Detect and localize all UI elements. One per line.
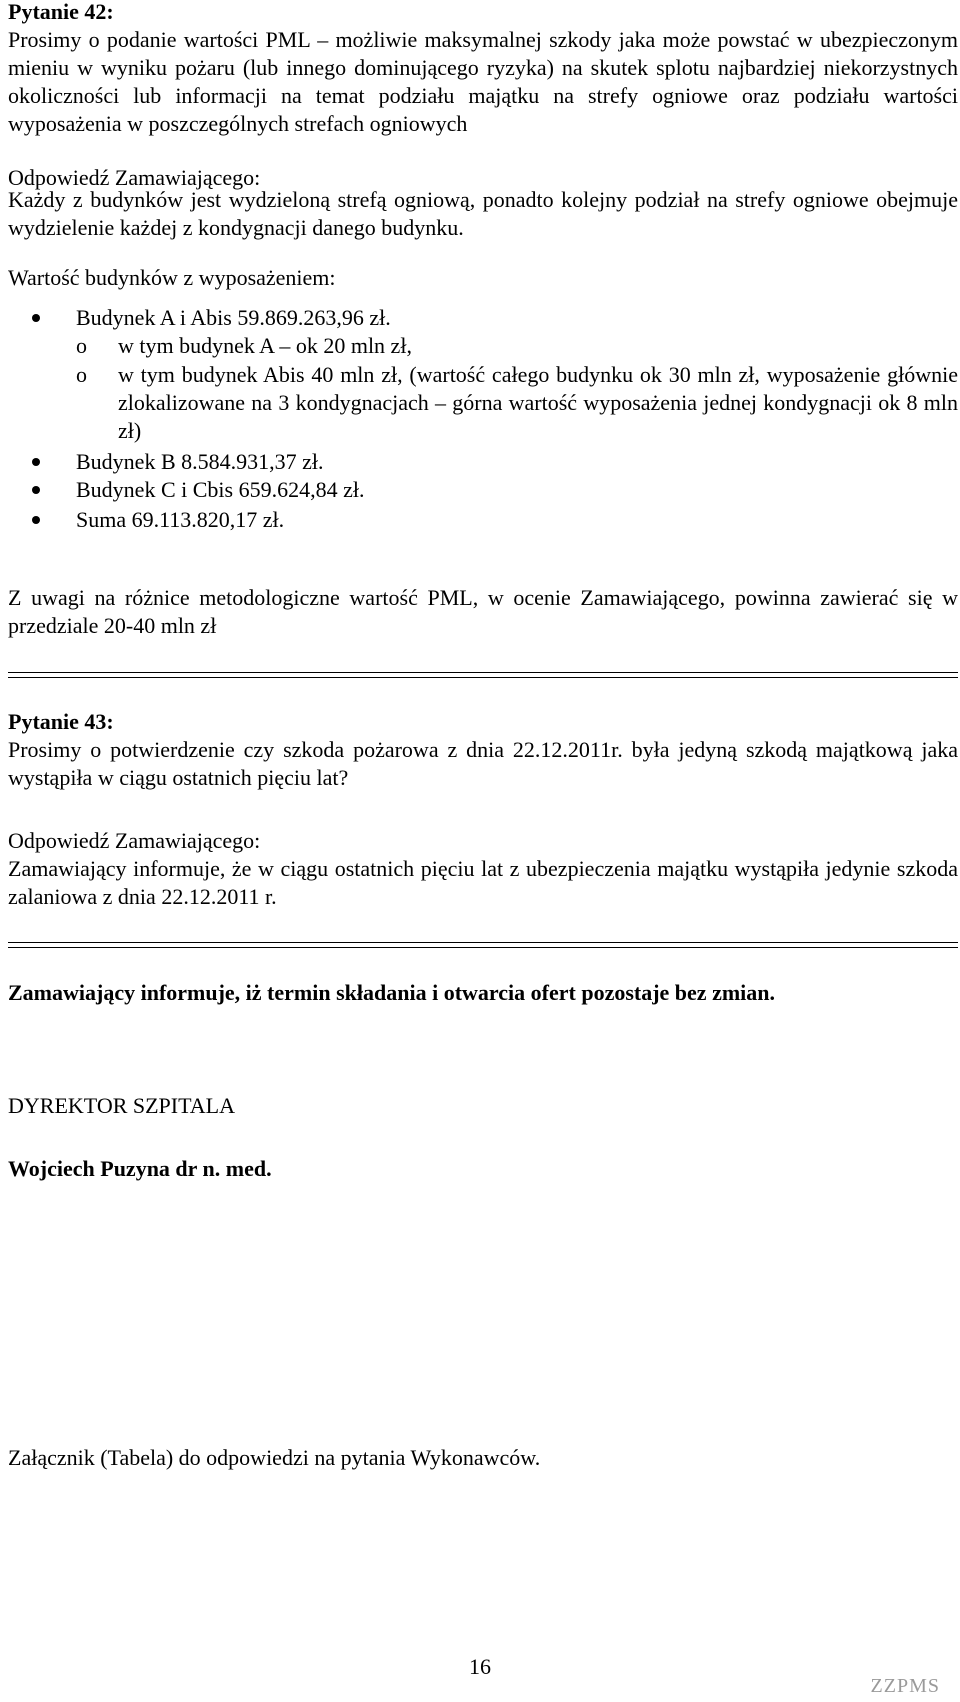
watermark-text: ZZPMS [870,1675,940,1697]
values-list-intro: Wartość budynków z wyposażeniem: [8,265,336,290]
q42-conclusion: Z uwagi na różnice metodologiczne wartość PML, w ocenie Zamawiającego, powinna zawierać się w przedziale 20-40 mln zł [8,585,958,638]
q43-heading: Pytanie 43: [8,709,114,734]
q43-answer: Zamawiający informuje, że w ciągu ostatnich pięciu lat z ubezpieczenia majątku wystąpiła jedynie szkoda zalaniowa z dnia 22.12.2011 r. [8,856,958,909]
page-number: 16 [469,1654,491,1679]
bullet-icon [32,486,40,494]
q43-question: Prosimy o potwierdzenie czy szkoda pożarowa z dnia 22.12.2011r. była jedyną szkodą majątkową jaka wystąpiła w ciągu ostatnich pięciu lat? [8,737,958,790]
notice-text: Zamawiający informuje, iż termin składania i otwarcia ofert pozostaje bez zmian. [8,980,776,1005]
bullet-icon [32,458,40,466]
q42-answer: Każdy z budynków jest wydzieloną strefą ogniową, ponadto kolejny podział na strefy ogniowe obejmuje wydzielenie każdej z kondygnacji danego budynku. [8,187,958,240]
sub-list-item-text: w tym budynek A – ok 20 mln zł, [118,333,412,358]
q42-heading: Pytanie 42: [8,0,114,24]
circle-bullet-icon: o [76,362,87,387]
list-item-text: Budynek A i Abis 59.869.263,96 zł. [76,305,391,330]
circle-bullet-icon: o [76,333,87,358]
sub-list-item-text: w tym budynek Abis 40 mln zł, (wartość całego budynku ok 30 mln zł, wyposażenie głównie zlokalizowane na 3 kondygnacjach – górna wartość wyposażenia jednej kondygnacji ok 8 mln zł) [118,362,958,443]
signature-name: Wojciech Puzyna dr n. med. [8,1156,272,1181]
q43-answer-heading: Odpowiedź Zamawiającego: [8,828,261,853]
signature-title: DYREKTOR SZPITALA [8,1093,236,1118]
q42-answer-heading: Odpowiedź Zamawiającego: [8,165,261,190]
bullet-icon [32,516,40,524]
list-item-text: Suma 69.113.820,17 zł. [76,507,285,532]
section-divider [8,942,958,948]
q42-question: Prosimy o podanie wartości PML – możliwie maksymalnej szkody jaka może powstać w ubezpieczonym mieniu w wyniku pożaru (lub innego dominującego ryzyka) na skutek splotu najbardziej niekorzystnych okoliczności lub informacji na temat podziału majątku na strefy ogniowe oraz podziału wartości wyposażenia w poszczególnych strefach ogniowych [8,27,958,136]
section-divider [8,672,958,678]
list-item-text: Budynek C i Cbis 659.624,84 zł. [76,477,365,502]
bullet-icon [32,314,40,322]
attachment-note: Załącznik (Tabela) do odpowiedzi na pytania Wykonawców. [8,1445,541,1470]
list-item-text: Budynek B 8.584.931,37 zł. [76,449,324,474]
